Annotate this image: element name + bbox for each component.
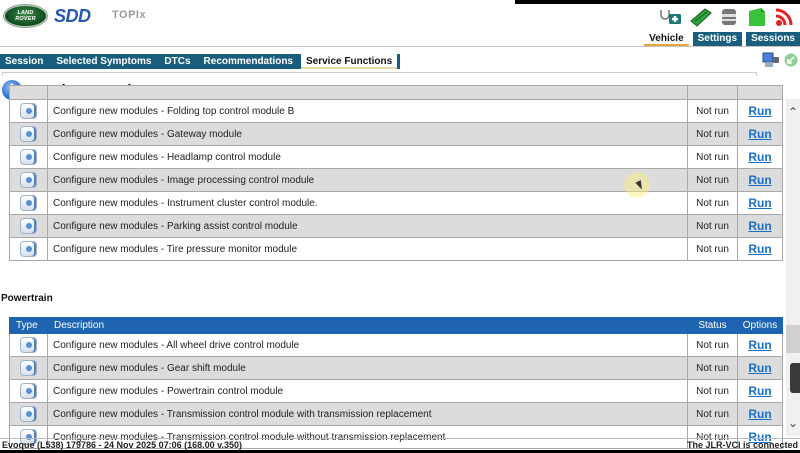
vci-device-icon[interactable]: [689, 7, 713, 27]
run-link[interactable]: Run: [748, 384, 772, 398]
connector-icon[interactable]: [719, 7, 739, 27]
service-functions-list: [0, 99, 786, 444]
powertrain-table: [9, 317, 783, 449]
topix-label: TOPIx: [112, 9, 147, 21]
stethoscope-kit-icon[interactable]: [659, 7, 683, 27]
module-icon: [20, 241, 37, 257]
scroll-thumb[interactable]: [786, 325, 800, 353]
module-icon: [20, 383, 37, 399]
module-icon: [20, 406, 37, 422]
table-row: Configure new modules - Transmission control module without transmission replacement Not run Run: [10, 426, 783, 449]
run-link[interactable]: Run: [748, 361, 772, 375]
module-icon: [20, 337, 37, 353]
tab-vehicle[interactable]: Vehicle: [644, 32, 688, 46]
content-frame-top: [2, 72, 757, 76]
column-header-options: Options: [738, 318, 783, 334]
table-row: Configure new modules - Powertrain control module Not run Run: [10, 380, 783, 403]
table-row: Configure new modules - Gateway module Not run Run: [10, 123, 783, 146]
app-header: [0, 0, 800, 32]
module-icon: [20, 360, 37, 376]
network-signal-icon[interactable]: [774, 7, 796, 27]
module-icon: [20, 149, 37, 165]
table-row: Configure new modules - Parking assist control module Not run Run: [10, 215, 783, 238]
run-link[interactable]: Run: [748, 104, 772, 118]
table-row: Configure new modules - Image processing control module Not run Run: [10, 169, 783, 192]
logo-text-land: LAND: [17, 10, 34, 16]
scroll-up-chevron-icon[interactable]: ⌃: [787, 105, 799, 119]
run-link[interactable]: Run: [748, 173, 772, 187]
body-electrical-table: [9, 85, 783, 261]
module-icon: [20, 218, 37, 234]
table-row: Configure new modules - Gear shift module Not run Run: [10, 357, 783, 380]
table-row-partial: [10, 86, 783, 100]
module-icon: [20, 103, 37, 119]
run-link[interactable]: Run: [748, 150, 772, 164]
section-label-powertrain: Powertrain: [1, 293, 53, 304]
battery-status-icon[interactable]: [747, 7, 767, 27]
column-header-status: Status: [688, 318, 738, 334]
table-row: Configure new modules - Tire pressure monitor module Not run Run: [10, 238, 783, 261]
side-panel-handle[interactable]: [790, 363, 800, 393]
table-row: Configure new modules - Instrument cluster control module. Not run Run: [10, 192, 783, 215]
tab-dtcs[interactable]: DTCs: [164, 56, 191, 67]
run-link[interactable]: Run: [748, 219, 772, 233]
main-tabs: [640, 32, 800, 46]
exit-arrow-icon[interactable]: [784, 53, 798, 67]
tab-settings[interactable]: Settings: [693, 32, 742, 46]
column-header-description: Description: [48, 318, 688, 334]
tab-session[interactable]: Session: [5, 56, 44, 67]
network-computer-icon[interactable]: [762, 51, 780, 69]
table-row: Configure new modules - Folding top control module B Not run Run: [10, 100, 783, 123]
module-icon: [20, 195, 37, 211]
sub-tabs: [0, 54, 400, 69]
header-divider: [0, 46, 800, 47]
scroll-down-chevron-icon[interactable]: ⌄: [787, 416, 799, 430]
toolbar-right-icons: [762, 51, 798, 69]
table-row: Configure new modules - All wheel drive control module Not run Run: [10, 334, 783, 357]
module-icon: [20, 172, 37, 188]
table-header-row: [10, 318, 783, 334]
sdd-logo: SDD: [54, 6, 91, 26]
run-link[interactable]: Run: [748, 430, 772, 444]
table-row: Configure new modules - Transmission control module with transmission replacement Not run Run: [10, 403, 783, 426]
run-link[interactable]: Run: [748, 407, 772, 421]
table-row: Configure new modules - Headlamp control module Not run Run: [10, 146, 783, 169]
land-rover-logo: [4, 5, 47, 27]
column-header-type: Type: [10, 318, 48, 334]
status-bar: [0, 438, 800, 450]
logo-text-rover: ROVER: [15, 16, 36, 22]
tab-recommendations[interactable]: Recommendations: [203, 56, 293, 67]
tab-sessions[interactable]: Sessions: [746, 32, 800, 46]
module-icon: [20, 126, 37, 142]
run-link[interactable]: Run: [748, 242, 772, 256]
vehicle-session-info: Evoque (L538) 179786 - 24 Nov 2025 07:06 (168.00 v.350): [2, 440, 242, 450]
run-link[interactable]: Run: [748, 196, 772, 210]
run-link[interactable]: Run: [748, 338, 772, 352]
tab-service-functions[interactable]: Service Functions: [301, 54, 397, 69]
tab-selected-symptoms[interactable]: Selected Symptoms: [56, 56, 152, 67]
vci-connection-status: The JLR-VCI is connected: [686, 440, 798, 450]
run-link[interactable]: Run: [748, 127, 772, 141]
